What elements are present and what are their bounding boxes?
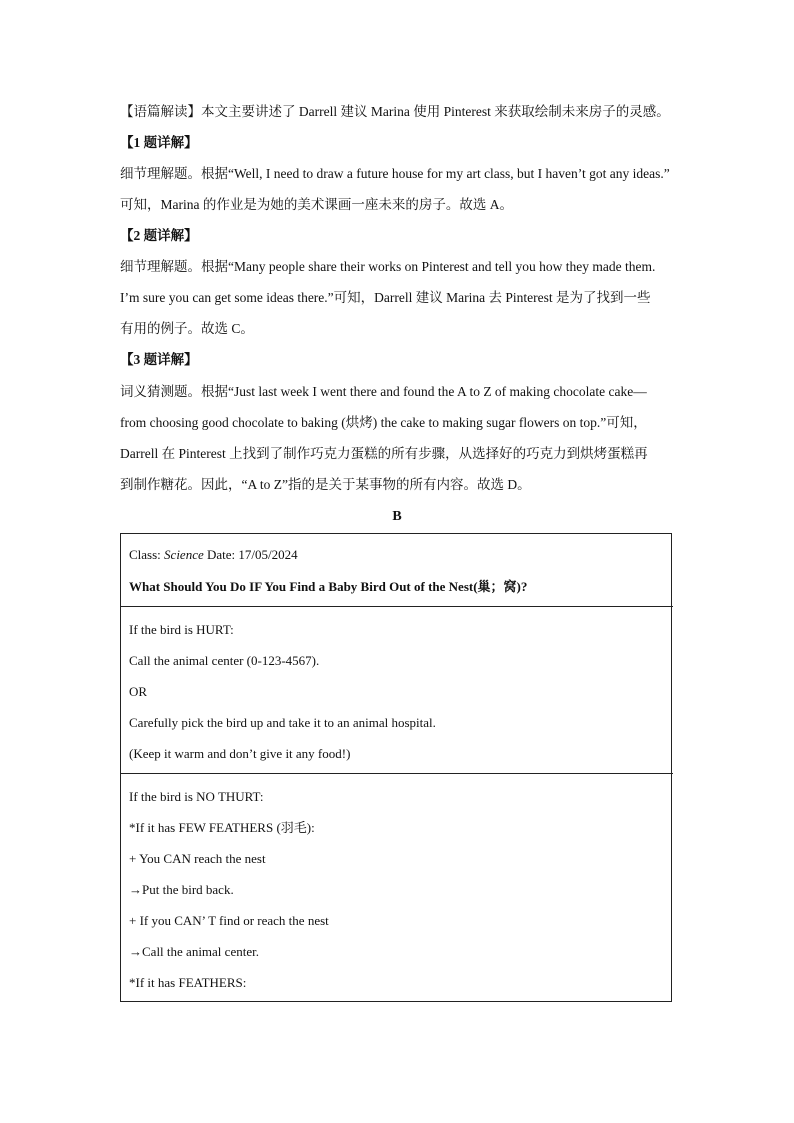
hurt-line-5: (Keep it warm and don’t give it any food!) bbox=[129, 746, 351, 761]
q2-heading: 【2 题详解】 bbox=[120, 228, 198, 243]
not-hurt-line-1: If the bird is NO THURT: bbox=[129, 789, 264, 804]
q3-line-4: 到制作糖花。因此，“A to Z”指的是关于某事物的所有内容。故选 D。 bbox=[120, 477, 531, 492]
q2-line-2: I’m sure you can get some ideas there.”可知，Darrell 建议 Marina 去 Pinterest 是为了找到一些 bbox=[120, 290, 651, 305]
q1-heading: 【1 题详解】 bbox=[120, 135, 198, 150]
hurt-cell bbox=[121, 607, 673, 774]
not-hurt-line-5: + If you CAN’ T find or reach the nest bbox=[129, 913, 329, 928]
q1-line-2: 可知，Marina 的作业是为她的美术课画一座未来的房子。故选 A。 bbox=[120, 197, 513, 212]
hurt-line-3: OR bbox=[129, 684, 148, 699]
q3-line-1: 词义猜测题。根据“Just last week I went there and found the A to Z of making chocolate cake— bbox=[120, 384, 647, 399]
hurt-line-2: Call the animal center (0-123-4567). bbox=[129, 653, 320, 668]
not-hurt-line-6: →Call the animal center. bbox=[129, 944, 259, 959]
not-hurt-line-4: →Put the bird back. bbox=[129, 882, 234, 897]
q3-line-2: from choosing good chocolate to baking (烘烤) the cake to making sugar flowers on top.”可知， bbox=[120, 415, 647, 430]
date-text: Date: 17/05/2024 bbox=[203, 547, 298, 562]
q2-line-1: 细节理解题。根据“Many people share their works on Pinterest and tell you how they made them. bbox=[120, 259, 656, 274]
q1-line-1: 细节理解题。根据“Well, I need to draw a future house for my art class, but I haven’t got any ideas.” bbox=[120, 166, 670, 181]
notes-title: What Should You Do IF You Find a Baby Bird Out of the Nest(巢；窝)? bbox=[129, 579, 528, 594]
class-date-line bbox=[129, 546, 298, 564]
class-label: Class: bbox=[129, 547, 165, 562]
notes-table bbox=[120, 533, 672, 1002]
hurt-line-4: Carefully pick the bird up and take it to an animal hospital. bbox=[129, 715, 436, 730]
not-hurt-cell bbox=[121, 774, 673, 1001]
q2-line-3: 有用的例子。故选 C。 bbox=[120, 321, 254, 336]
not-hurt-line-7: *If it has FEATHERS: bbox=[129, 975, 247, 990]
q3-line-3: Darrell 在 Pinterest 上找到了制作巧克力蛋糕的所有步骤，从选择好的巧克力到烘烤蛋糕再 bbox=[120, 446, 648, 461]
notes-header-cell bbox=[121, 534, 673, 607]
passage-interpretation: 【语篇解读】本文主要讲述了 Darrell 建议 Marina 使用 Pinterest 来获取绘制未来房子的灵感。 bbox=[120, 104, 670, 119]
class-value: Science bbox=[164, 547, 204, 562]
q3-heading: 【3 题详解】 bbox=[120, 352, 198, 367]
hurt-line-1: If the bird is HURT: bbox=[129, 622, 234, 637]
not-hurt-line-3: + You CAN reach the nest bbox=[129, 851, 266, 866]
not-hurt-line-2: *If it has FEW FEATHERS (羽毛): bbox=[129, 820, 315, 835]
section-b-label: B bbox=[392, 509, 402, 524]
